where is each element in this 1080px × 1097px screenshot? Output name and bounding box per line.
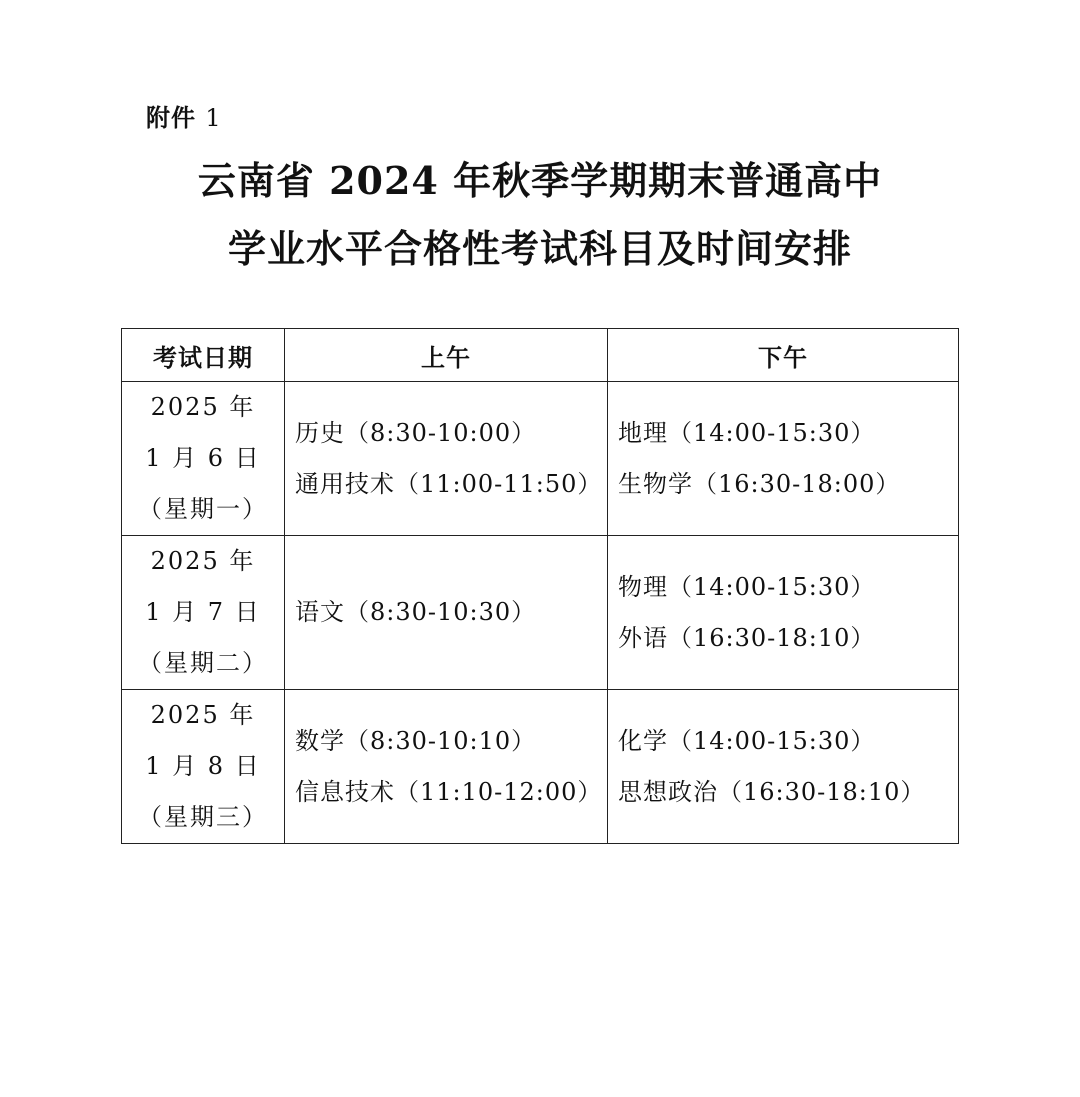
page-title-line-1: 云南省 2024 年秋季学期期末普通高中: [197, 158, 883, 203]
table-row: [122, 382, 959, 536]
exam-schedule-table: [121, 328, 959, 844]
morning-cell: [285, 382, 608, 536]
morning-exam: 语文（8:30-10:30）: [295, 598, 537, 626]
date-year: 2025 年: [150, 701, 256, 729]
morning-exam: 历史（8:30-10:00）: [295, 418, 537, 447]
date-weekday: （星期一）: [138, 495, 268, 523]
table-header-row: [122, 329, 959, 382]
header-afternoon: 下午: [608, 329, 959, 382]
afternoon-exam: 生物学（16:30-18:00）: [618, 469, 901, 498]
page-title-line-2: 学业水平合格性考试科目及时间安排: [227, 226, 852, 271]
morning-cell: [285, 690, 608, 844]
date-day: 1 月 8 日: [145, 752, 261, 780]
date-day: 1 月 6 日: [145, 444, 261, 472]
date-year: 2025 年: [150, 393, 256, 421]
attachment-number: 1: [205, 104, 222, 132]
header-morning: 上午: [285, 329, 608, 382]
afternoon-cell: [608, 536, 959, 690]
afternoon-cell: [608, 382, 959, 536]
date-cell: [122, 382, 285, 536]
morning-exam: 信息技术（11:10-12:00）: [295, 777, 603, 806]
date-day: 1 月 7 日: [145, 598, 261, 626]
date-cell: [122, 536, 285, 690]
date-year: 2025 年: [150, 547, 256, 575]
table-row: [122, 690, 959, 844]
afternoon-exam: 思想政治（16:30-18:10）: [618, 777, 926, 806]
date-weekday: （星期三）: [138, 803, 268, 831]
header-exam-date: 考试日期: [122, 329, 285, 382]
date-weekday: （星期二）: [138, 649, 268, 677]
morning-exam: 通用技术（11:00-11:50）: [295, 469, 603, 498]
morning-exam: 数学（8:30-10:10）: [295, 726, 537, 755]
table-row: [122, 536, 959, 690]
afternoon-exam: 物理（14:00-15:30）: [618, 572, 876, 601]
afternoon-cell: [608, 690, 959, 844]
afternoon-exam: 化学（14:00-15:30）: [618, 726, 876, 755]
date-cell: [122, 690, 285, 844]
afternoon-exam: 外语（16:30-18:10）: [618, 623, 876, 652]
afternoon-exam: 地理（14:00-15:30）: [618, 418, 876, 447]
morning-cell: [285, 536, 608, 690]
attachment-text: 附件: [146, 104, 196, 132]
attachment-label: [146, 98, 222, 133]
